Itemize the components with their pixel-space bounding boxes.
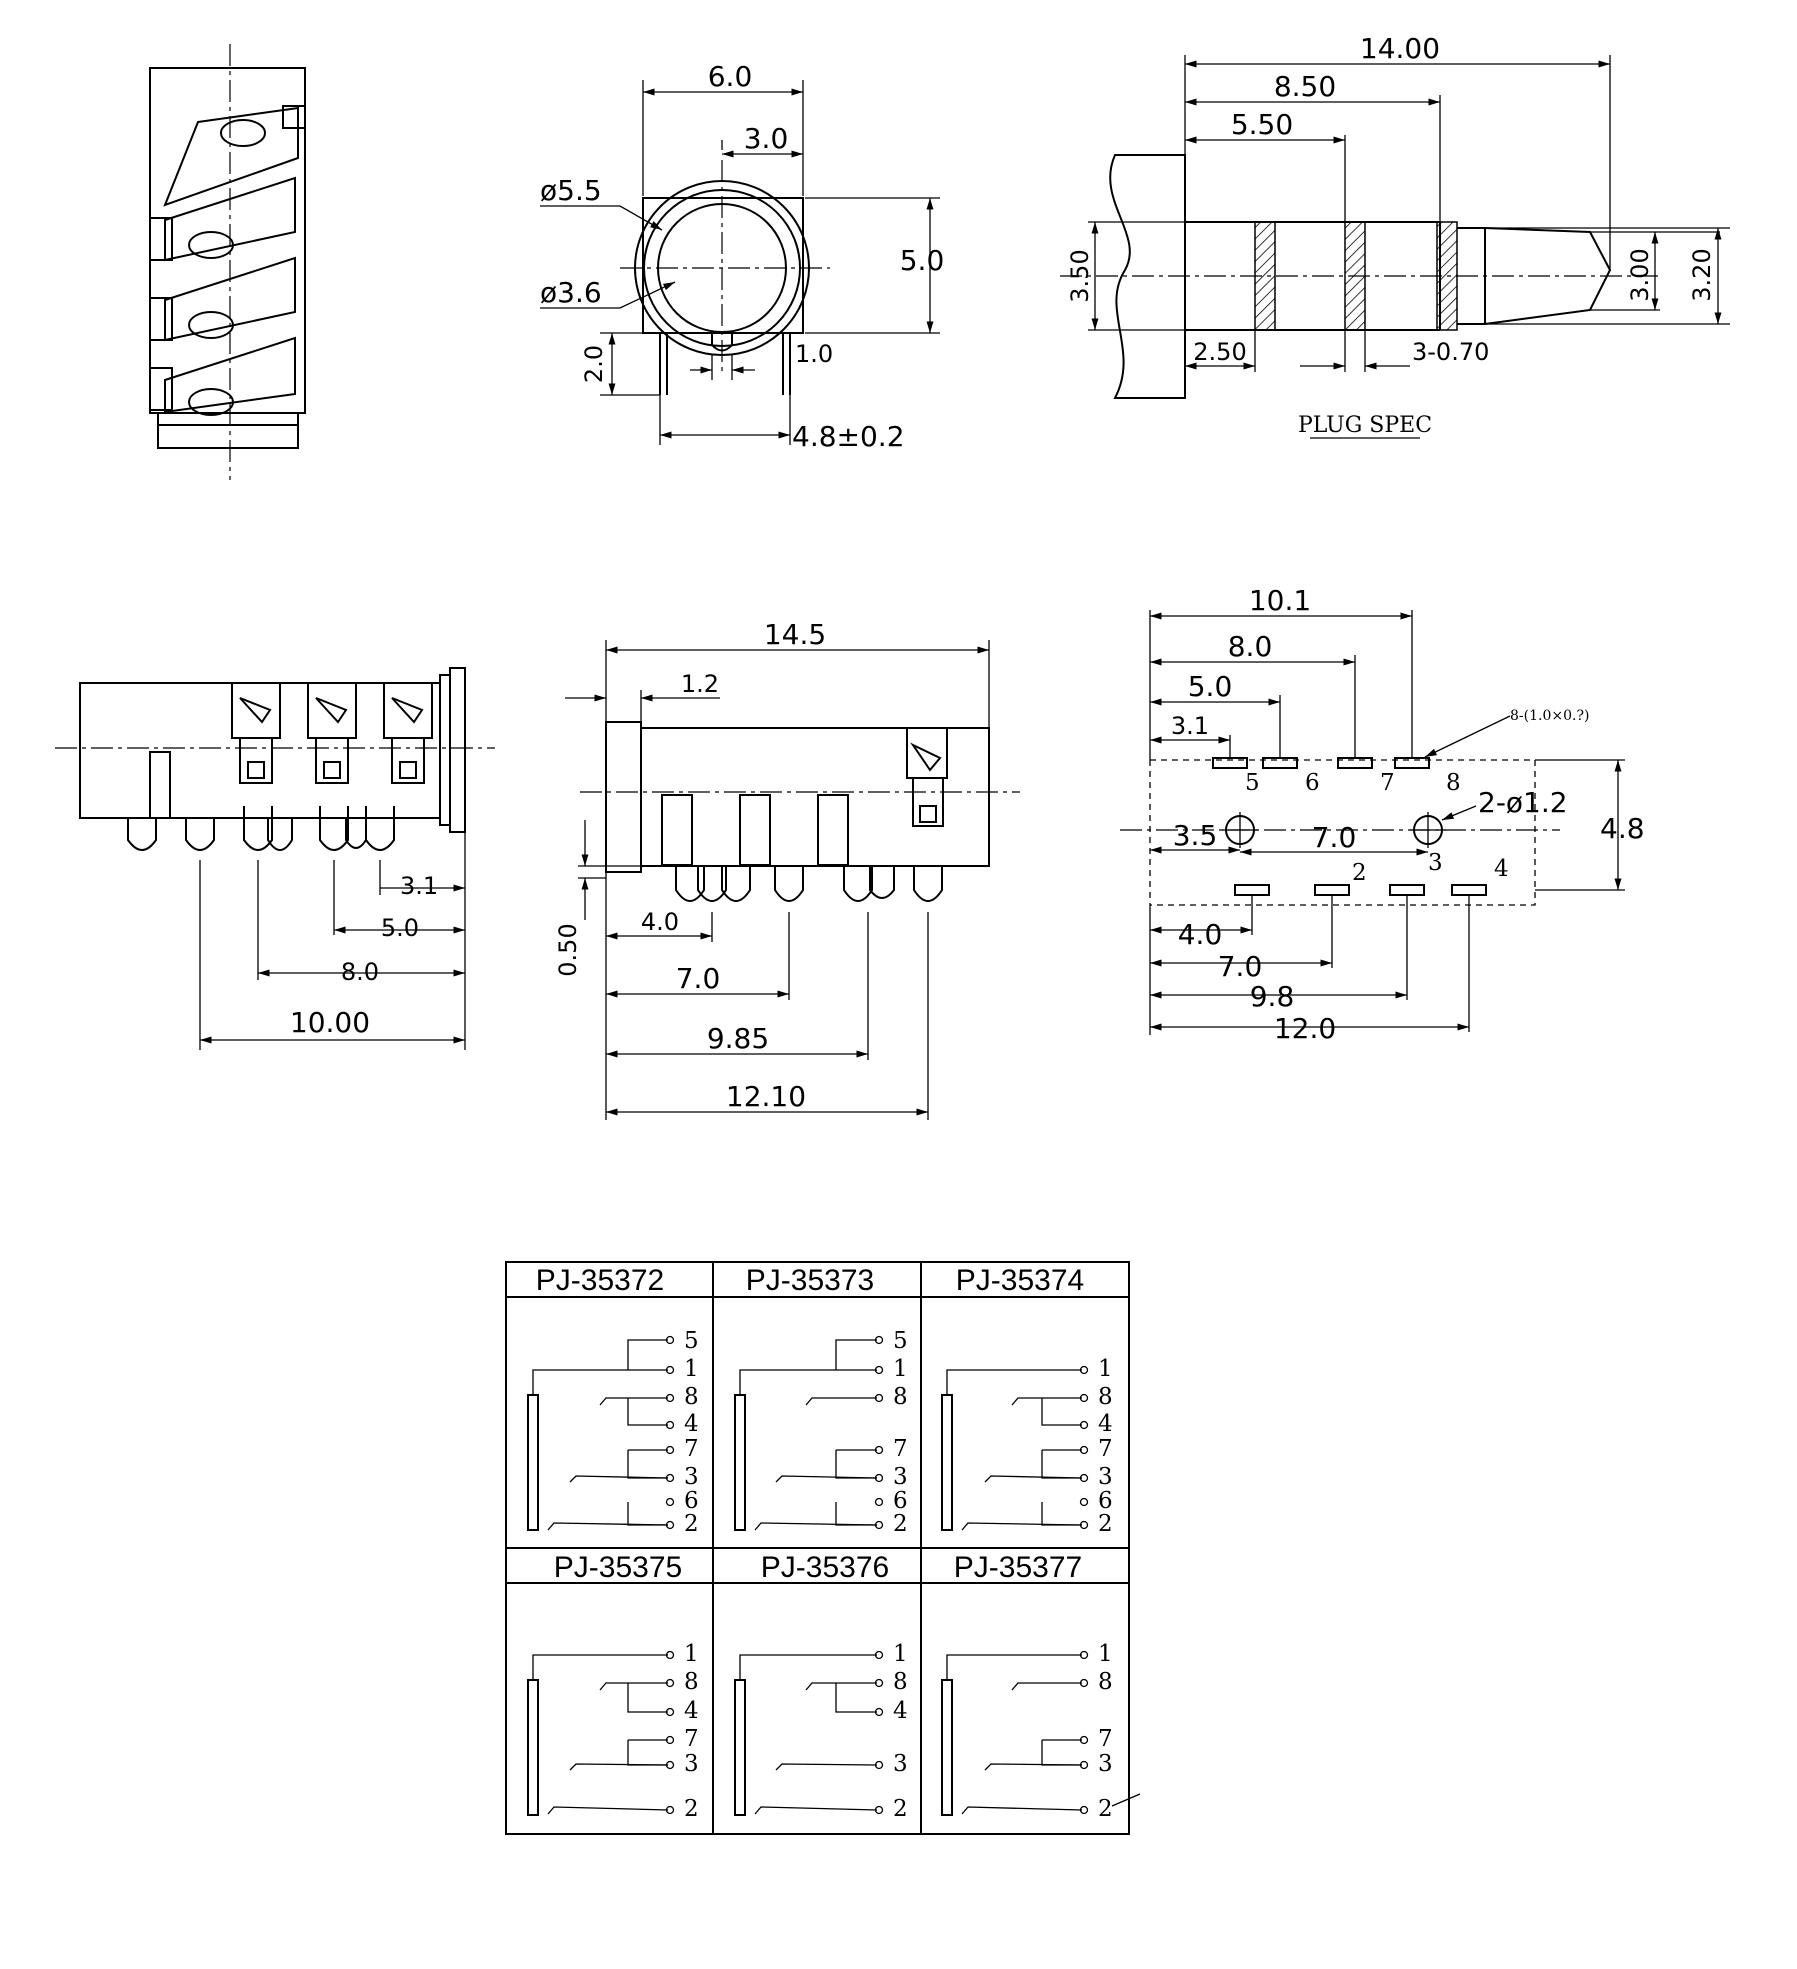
pin-label: 1 [684, 1641, 699, 1667]
fp-pin-5: 5 [1245, 770, 1260, 796]
pin-label: 6 [684, 1488, 699, 1514]
pin-label: 1 [893, 1356, 908, 1382]
model-title-35373: PJ-35373 [745, 1264, 875, 1297]
dim-fp-3-5: 3.5 [1172, 819, 1218, 852]
plug-spec-caption: PLUG SPEC [1297, 413, 1433, 438]
pin-label: 5 [893, 1328, 908, 1354]
dim-side-10-00: 10.00 [289, 1006, 371, 1039]
dim-plug-8-50: 8.50 [1273, 70, 1337, 103]
dim-plug-total: 14.00 [1359, 32, 1441, 65]
pin-label: 1 [1098, 1356, 1113, 1382]
dim-top-14-5: 14.5 [763, 618, 827, 651]
pin-label: 3 [684, 1464, 699, 1490]
schematic-35372 [528, 1328, 699, 1537]
pin-label: 1 [1098, 1641, 1113, 1667]
dim-front-half-width: 3.0 [743, 122, 789, 155]
pin-label: 8 [1098, 1669, 1113, 1695]
dim-plug-3-00: 3.00 [1626, 248, 1654, 302]
fp-pin-3: 3 [1428, 850, 1443, 876]
dim-pin-pitch: 4.8±0.2 [792, 420, 905, 453]
pin-label: 2 [684, 1796, 699, 1822]
pin-label: 7 [893, 1436, 908, 1462]
pin-label: 4 [1098, 1411, 1113, 1437]
dim-plug-5-50: 5.50 [1230, 108, 1294, 141]
model-title-35377: PJ-35377 [953, 1551, 1083, 1584]
pin-label: 3 [1098, 1464, 1113, 1490]
dim-top-4-0: 4.0 [640, 908, 680, 936]
schematic-35373 [735, 1328, 908, 1537]
pin-label: 2 [1098, 1511, 1113, 1537]
pin-label: 4 [893, 1698, 908, 1724]
dim-inner-dia: ø3.6 [540, 276, 602, 309]
pin-label: 3 [893, 1464, 908, 1490]
schematic-35377 [942, 1641, 1140, 1822]
schematic-35376 [735, 1641, 908, 1822]
pin-label: 2 [893, 1511, 908, 1537]
dim-fp-5-0: 5.0 [1187, 670, 1233, 703]
dim-top-12-10: 12.10 [725, 1080, 807, 1113]
pin-label: 2 [684, 1511, 699, 1537]
dim-outer-dia: ø5.5 [540, 174, 602, 207]
top-view [554, 618, 1020, 1120]
dim-front-width: 6.0 [707, 60, 753, 93]
dim-side-5-0: 5.0 [380, 914, 420, 942]
pcb-footprint [1120, 584, 1645, 1045]
dim-top-7-0: 7.0 [675, 962, 721, 995]
pin-label: 7 [684, 1436, 699, 1462]
pin-label: 8 [1098, 1384, 1113, 1410]
fp-pin-2: 2 [1352, 860, 1367, 886]
front-view [540, 60, 944, 453]
dim-leg-length: 2.0 [580, 344, 608, 384]
fp-pin-8: 8 [1446, 770, 1461, 796]
pin-label: 1 [684, 1356, 699, 1382]
dim-plug-3-20: 3.20 [1688, 248, 1716, 302]
schematic-35375 [528, 1641, 699, 1822]
pin-label: 3 [1098, 1751, 1113, 1777]
pin-label: 5 [684, 1328, 699, 1354]
fp-pad-note: 8-(1.0×0.?) [1510, 708, 1590, 724]
pin-label: 4 [684, 1698, 699, 1724]
pin-label: 3 [684, 1751, 699, 1777]
pin-label: 8 [684, 1669, 699, 1695]
pin-label: 3 [893, 1751, 908, 1777]
schematic-table [506, 1262, 1140, 1834]
dim-fp-10-1: 10.1 [1248, 584, 1312, 617]
end-view [150, 44, 305, 480]
side-view [55, 668, 495, 1050]
pin-label: 7 [684, 1726, 699, 1752]
dim-fp-4-0: 4.0 [1177, 918, 1223, 951]
dim-plug-2-50: 2.50 [1193, 338, 1247, 366]
pin-label: 2 [893, 1796, 908, 1822]
dim-fp-4-8: 4.8 [1600, 812, 1645, 845]
dim-top-9-85: 9.85 [706, 1022, 770, 1055]
pin-label: 7 [1098, 1726, 1113, 1752]
dim-fp-7-0b: 7.0 [1217, 950, 1263, 983]
plug-spec [1060, 32, 1730, 438]
model-title-35376: PJ-35376 [760, 1551, 890, 1584]
pin-label: 6 [1098, 1488, 1113, 1514]
dim-top-0-50: 0.50 [554, 923, 582, 977]
dim-front-height: 5.0 [899, 244, 945, 277]
dim-fp-7-0: 7.0 [1311, 821, 1357, 854]
dim-plug-rings: 3-0.70 [1412, 338, 1490, 366]
pin-label: 2 [1098, 1796, 1113, 1822]
pin-label: 6 [893, 1488, 908, 1514]
dim-fp-3-1: 3.1 [1170, 712, 1210, 740]
pin-label: 8 [893, 1669, 908, 1695]
dim-side-3-1: 3.1 [400, 872, 439, 900]
schematic-35374 [942, 1356, 1113, 1537]
pin-label: 8 [684, 1384, 699, 1410]
dim-fp-8-0: 8.0 [1227, 630, 1273, 663]
pin-label: 4 [684, 1411, 699, 1437]
pin-label: 8 [893, 1384, 908, 1410]
fp-hole-note: 2-ø1.2 [1478, 786, 1568, 819]
pin-label: 1 [893, 1641, 908, 1667]
fp-pin-4: 4 [1494, 856, 1509, 882]
dim-top-1-2: 1.2 [680, 670, 720, 698]
dim-side-8-0: 8.0 [340, 958, 380, 986]
model-title-35375: PJ-35375 [553, 1551, 683, 1584]
dim-plug-dia: 3.50 [1066, 249, 1094, 303]
model-title-35374: PJ-35374 [955, 1264, 1085, 1297]
dim-fp-12-0: 12.0 [1273, 1012, 1337, 1045]
fp-pin-6: 6 [1305, 770, 1320, 796]
model-title-35372: PJ-35372 [535, 1264, 665, 1297]
dim-pin-width: 1.0 [795, 340, 834, 368]
dim-fp-9-8: 9.8 [1249, 980, 1295, 1013]
pin-label: 7 [1098, 1436, 1113, 1462]
fp-pin-7: 7 [1380, 770, 1395, 796]
